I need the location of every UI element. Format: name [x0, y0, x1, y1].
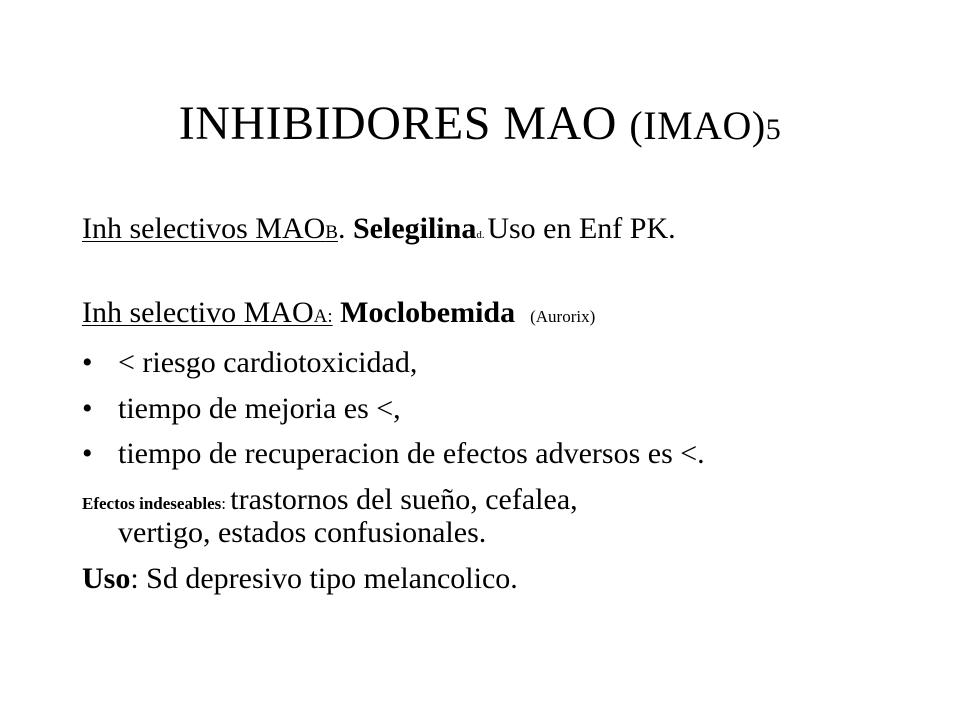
maob-subscript: B [325, 222, 338, 243]
maoa-subscript: A: [313, 306, 333, 327]
side-effects-colon: : [221, 494, 231, 513]
bullet-text: tiempo de mejoria es <, [118, 392, 401, 425]
maob-label-text: Inh selectivos MAO [82, 212, 326, 245]
use-text: : Sd depresivo tipo melancolico. [130, 562, 518, 595]
use-label: Uso [82, 562, 131, 595]
side-effects-label: Efectos indeseables [82, 494, 222, 513]
moclobemide-line [82, 296, 595, 334]
maoa-label [82, 296, 333, 329]
side-effects-text-2: vertigo, estados confusionales. [118, 516, 487, 549]
bullet-symbol: • [82, 392, 93, 425]
title-main: INHIBIDORES MAO [178, 97, 630, 150]
selegilina-use: Uso en Enf PK. [487, 212, 676, 245]
maob-dot: . [337, 212, 353, 245]
selegiline-line [82, 212, 676, 252]
side-effects-text-1: trastornos del sueño, cefalea, [230, 483, 578, 516]
title-number: 5 [765, 113, 782, 146]
bullet-symbol: • [82, 437, 93, 470]
moclobemida-name: Moclobemida [332, 296, 516, 329]
bullet-text: tiempo de recuperacion de efectos adversos es <. [118, 437, 705, 470]
bullet-text: < riesgo cardiotoxicidad, [118, 346, 418, 379]
maoa-label-text: Inh selectivo MAO [82, 296, 314, 329]
selegilina-name: Selegilina [352, 212, 477, 245]
aurorix-brand: (Aurorix) [530, 307, 596, 326]
title-paren: (IMAO) [629, 103, 766, 148]
use-line [82, 562, 518, 596]
maob-label [82, 212, 338, 245]
bullet-symbol: • [82, 346, 93, 379]
slide-title [0, 96, 960, 158]
selegilina-subscript: d. [476, 229, 488, 241]
